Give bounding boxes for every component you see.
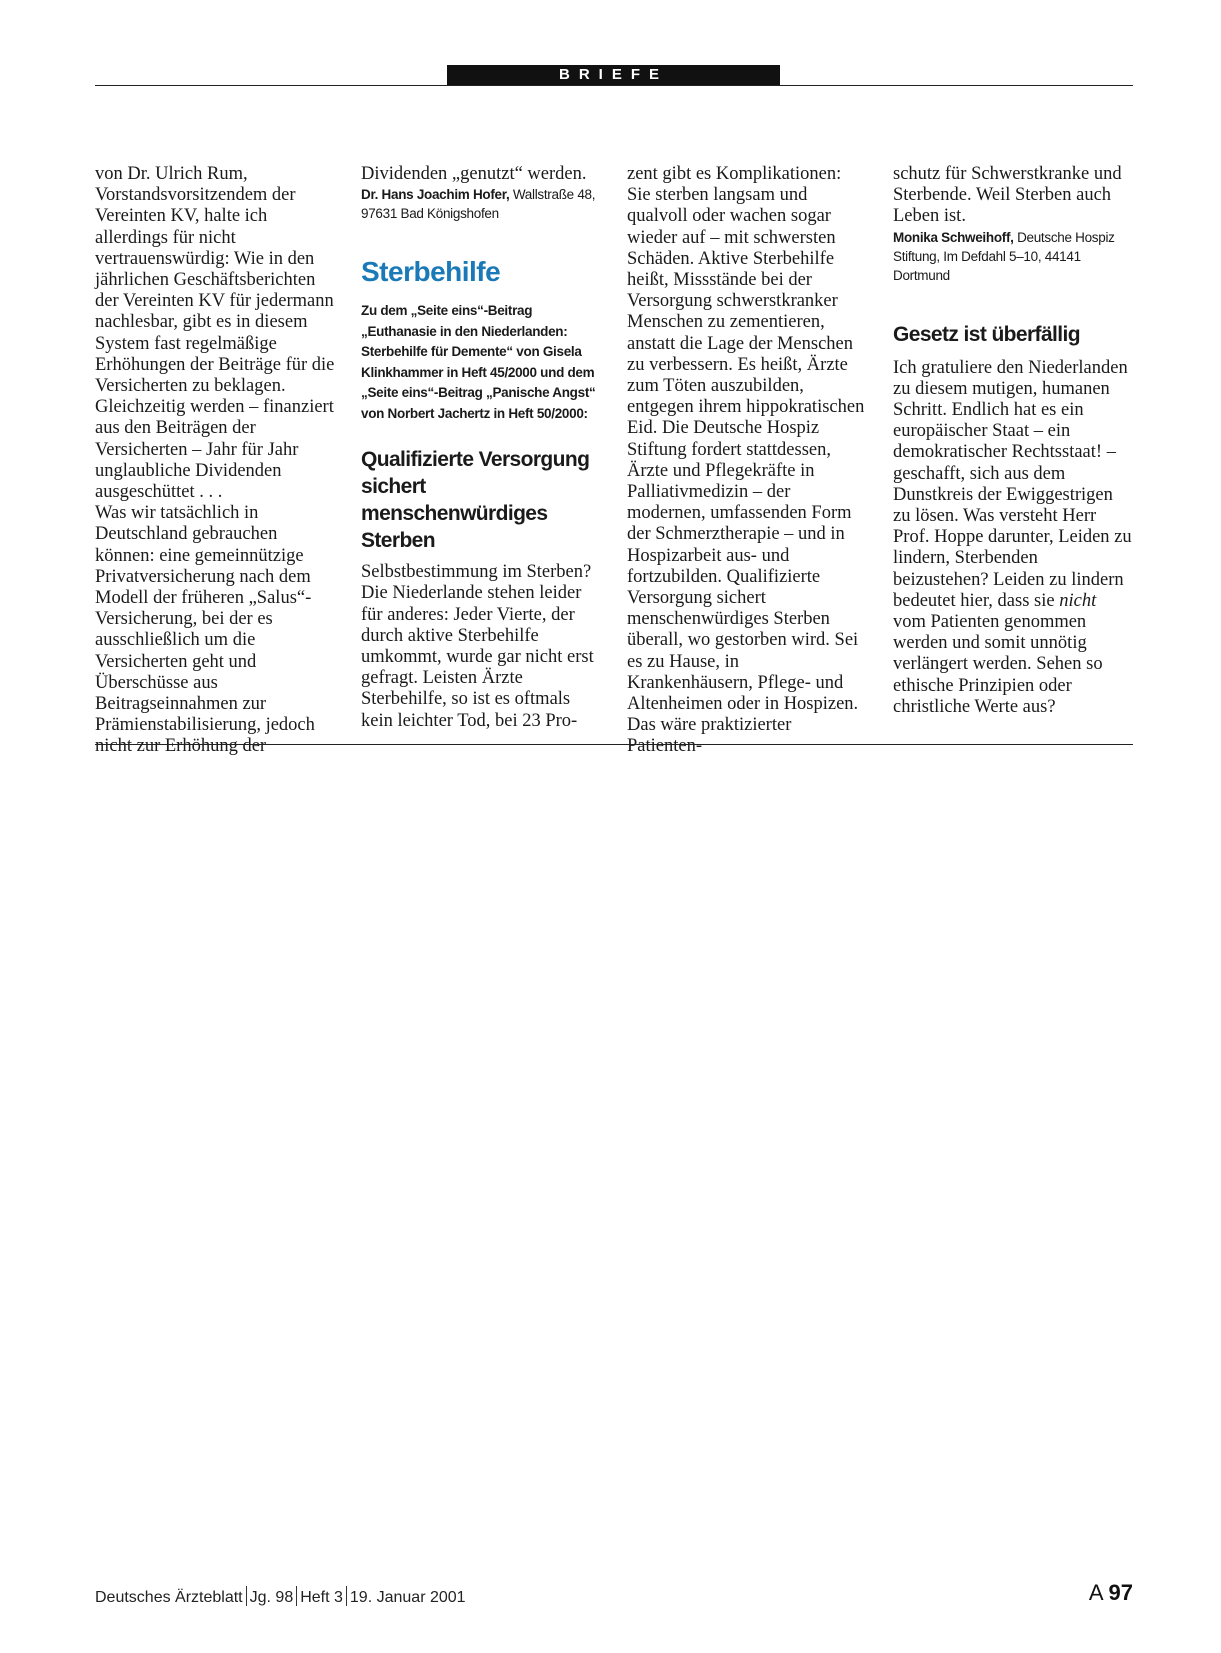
letter-headline: Gesetz ist überfällig (893, 322, 1080, 346)
letter-body (893, 358, 1133, 718)
letter-body: Selbstbestimmung im Sterben? Die Niederlande stehen leider für anderes: Jeder Vierte, der durch aktive Sterbehilfe umkommt, wurde gar nicht erst gefragt. Leisten Ärzte Sterbehilfe, so ist es oftmals kein leichter Tod, bei 23 Pro- (361, 562, 594, 731)
letter-text: vom Patienten genommen werden und somit unnötig verlängert werden. Sehen so ethische Prinzipien oder christliche Werte aus? (893, 612, 1103, 717)
letter-body: Was wir tatsächlich in Deutschland gebrauchen können: eine gemeinnützige Privatversicherung nach dem Modell der früheren „Salus“-Versicherung, bei der es ausschließlich um die Versicherten geht und Überschüsse aus Beitragseinnahmen zur Prämienstabilisierung, jedoch nicht zur Erhöhung der (95, 503, 315, 757)
footer-divider (296, 1586, 297, 1606)
page-number-value: 97 (1108, 1580, 1133, 1605)
bottom-rule (95, 744, 1133, 745)
top-rule (95, 85, 1133, 86)
column-3 (627, 164, 867, 758)
letter-body: Dividenden „genutzt“ werden. (361, 164, 587, 184)
section-label: BRIEFE (447, 65, 780, 85)
letter-body: schutz für Schwerstkranke und Sterbende. Weil Sterben auch Leben ist. (893, 164, 1122, 227)
journal-volume: Jg. 98 (249, 1589, 294, 1606)
topic-intro: Zu dem „Seite eins“-Beitrag „Euthanasie in den Niederlanden: Sterbehilfe für Demente“ von Gisela Klinkhammer in Heft 45/2000 und dem „Seite eins“-Beitrag „Panische Angst“ von Norbert Jachertz in Heft 50/2000: (361, 303, 596, 421)
topic-kicker: Sterbehilfe (361, 256, 501, 288)
author-address: Deutsche Hospiz Stiftung, Im Defdahl 5–10, 44141 Dortmund (893, 229, 1115, 283)
author-address: Wallstraße 48, 97631 Bad Königshofen (361, 187, 596, 222)
column-4 (893, 164, 1133, 718)
letter-author (893, 228, 1133, 285)
page-number (1089, 1580, 1133, 1606)
footer-divider (246, 1586, 247, 1606)
journal-issue: Heft 3 (300, 1589, 343, 1606)
journal-name: Deutsches Ärzteblatt (95, 1589, 243, 1606)
footer-divider (346, 1586, 347, 1606)
column-2 (361, 164, 601, 732)
footer-citation (95, 1586, 466, 1607)
letter-text: Ich gratuliere den Niederlanden zu diesem mutigen, humanen Schritt. Endlich hat es ein europäischer Staat – ein demokratischer Rechtsstaat! – geschafft, sich aus dem Dunstkreis der Ewiggestrigen zu lösen. Was versteht Herr Prof. Hoppe darunter, Leiden zu lindern, Sterbenden beizustehen? Leiden zu lindern bedeutet hier, dass sie (893, 357, 1132, 611)
author-name: Dr. Hans Joachim Hofer, (361, 187, 510, 203)
letter-headline: Qualifizierte Versorgung sichert menschenwürdiges Sterben (361, 448, 590, 553)
letter-body: zent gibt es Komplikationen: Sie sterben langsam und qualvoll oder wachen sogar wieder auf – mit schwersten Schäden. Aktive Sterbehilfe heißt, Missstände bei der Versorgung schwerstkranker Menschen zu zementieren, anstatt die Lage der Menschen zu verbessern. Es heißt, Ärzte zum Töten auszubilden, entgegen ihrem hippokratischen Eid. Die Deutsche Hospiz Stiftung fordert stattdessen, Ärzte und Pflegekräfte in Palliativmedizin – der modernen, umfassenden Form der Schmerztherapie – und in Hospizarbeit aus- und fortzubilden. Qualifizierte Versorgung sichert menschenwürdiges Sterben überall, wo gestorben wird. Sei es zu Hause, in Krankenhäusern, Pflege- und Altenheimen oder in Hospizen. Das wäre praktizierter Patienten- (627, 164, 865, 757)
emphasis-text: nicht (1059, 590, 1097, 611)
page-prefix: A (1088, 1580, 1103, 1605)
issue-date: 19. Januar 2001 (349, 1589, 466, 1606)
letter-body: von Dr. Ulrich Rum, Vorstandsvorsitzendem der Vereinten KV, halte ich allerdings für nicht vertrauenswürdig: Wie in den jährlichen Geschäftsberichten der Vereinten KV für jedermann nachlesbar, gibt es in diesem System fast regelmäßige Erhöhungen der Beiträge für die Versicherten zu beklagen. Gleichzeitig werden – finanziert aus den Beiträgen der Versicherten – Jahr für Jahr unglaubliche Dividenden ausgeschüttet . . . (95, 164, 335, 503)
author-name: Monika Schweihoff, (893, 229, 1014, 245)
letter-author (361, 185, 601, 223)
column-1 (95, 164, 335, 758)
article-columns (95, 164, 1133, 757)
